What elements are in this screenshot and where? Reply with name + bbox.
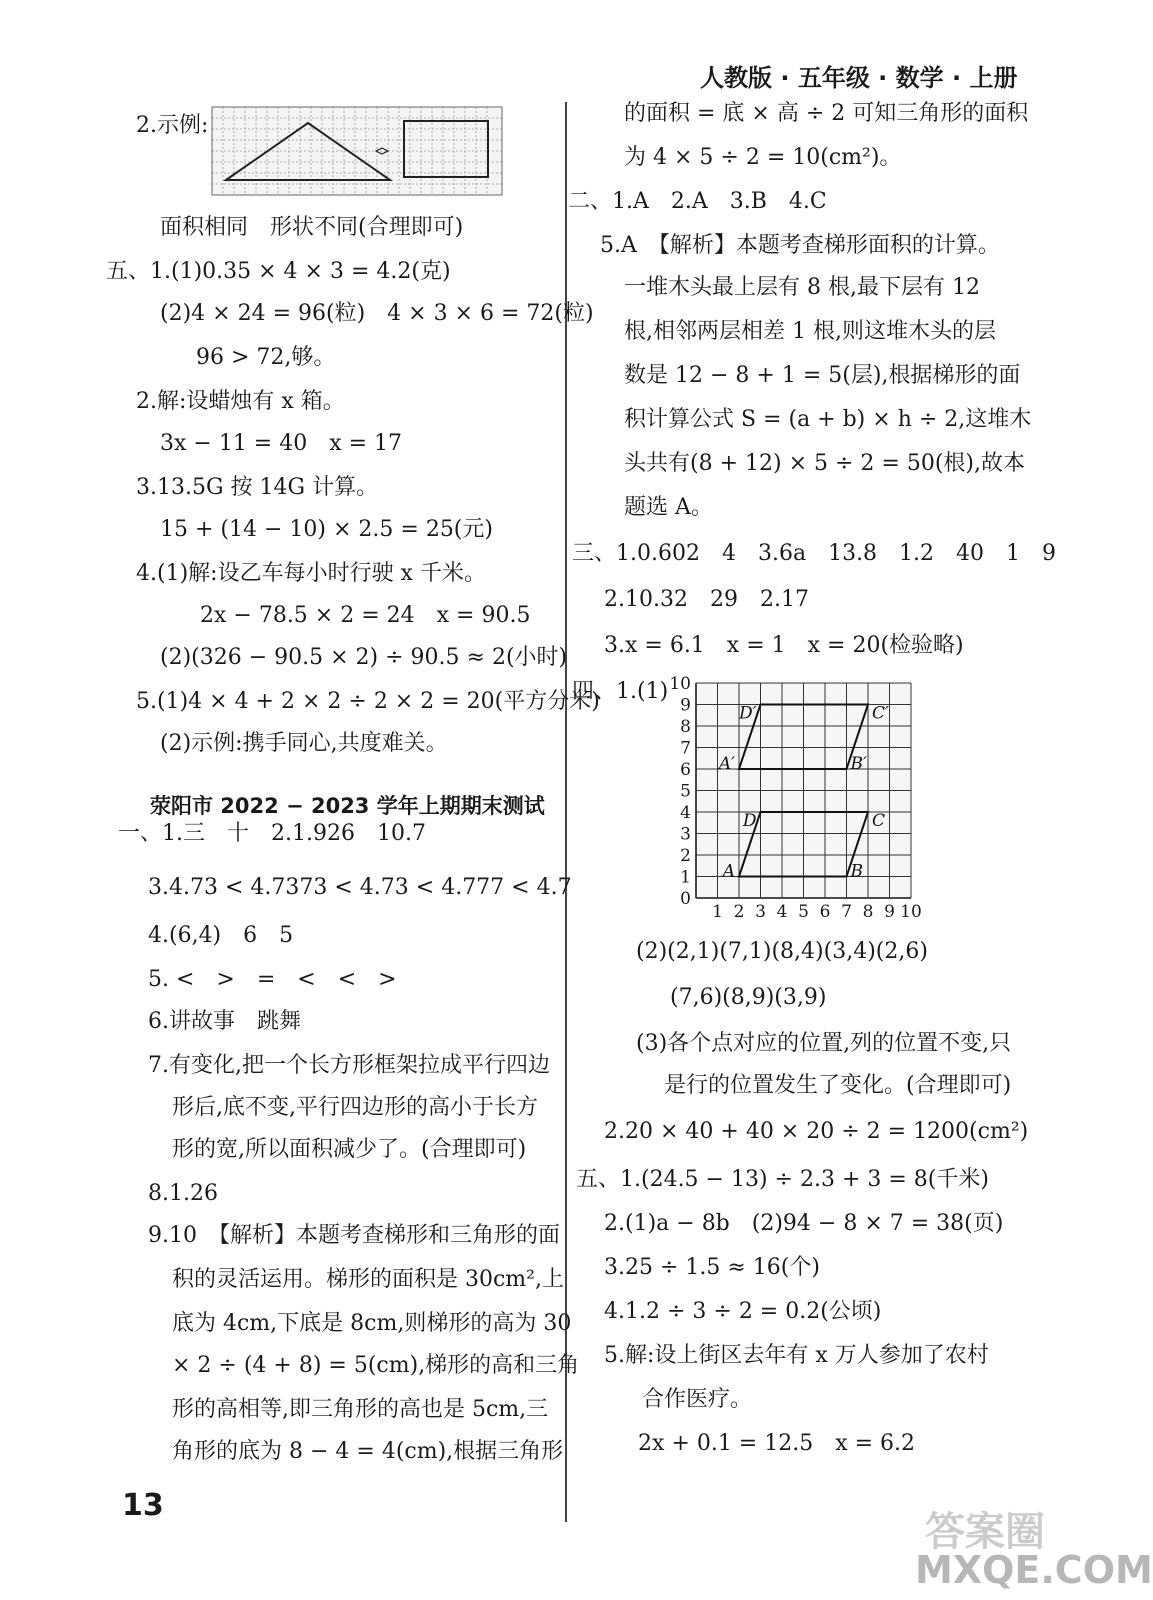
- y-tick-label: 5: [680, 781, 691, 802]
- answer-line: 形后,底不变,平行四边形的高小于长方: [172, 1095, 538, 1120]
- answer-line: (7,6)(8,9)(3,9): [670, 985, 827, 1010]
- x-tick-label: 6: [819, 902, 831, 922]
- y-tick-label: 2: [680, 846, 691, 866]
- answer-line: 2.解:设蜡烛有 x 箱。: [136, 389, 345, 414]
- answer-line: 角形的底为 8 − 4 = 4(cm),根据三角形: [172, 1439, 564, 1464]
- answer-line: 四、1.(1): [572, 679, 669, 704]
- x-tick-label: 5: [798, 902, 809, 922]
- x-tick-label: 9: [884, 902, 895, 922]
- watermark-text: MXQE.COM: [915, 1548, 1153, 1592]
- answer-line: 5. < > = < < >: [148, 967, 397, 992]
- y-tick-label: 9: [680, 695, 691, 716]
- x-tick-label: 4: [776, 902, 788, 922]
- y-tick-label: 6: [680, 760, 691, 780]
- y-tick-label: 3: [680, 824, 691, 845]
- x-tick-label: 8: [862, 902, 874, 922]
- answer-line: (2)示例:携手同心,共度难关。: [160, 731, 448, 756]
- answer-line: 头共有(8 + 12) × 5 ÷ 2 = 50(根),故本: [624, 451, 1025, 476]
- answer-line: 二、1.A 2.A 3.B 4.C: [568, 189, 827, 214]
- answer-line: 2.(1)a − 8b (2)94 − 8 × 7 = 38(页): [604, 1211, 1004, 1236]
- answer-line: 2.20 × 40 + 40 × 20 ÷ 2 = 1200(cm²): [604, 1119, 1029, 1144]
- answer-line: 4.(6,4) 6 5: [148, 923, 294, 948]
- answer-line: 3.4.73 < 4.7373 < 4.73 < 4.777 < 4.7: [148, 875, 572, 900]
- point-label-moved: B′: [850, 754, 867, 774]
- point-label-moved: A′: [718, 754, 735, 774]
- answer-line: 6.讲故事 跳舞: [148, 1009, 301, 1034]
- answer-line: 2.10.32 29 2.17: [604, 587, 809, 612]
- watermark-logo: 答案圈: [925, 1508, 1045, 1555]
- answer-line: (2)4 × 24 = 96(粒) 4 × 3 × 6 = 72(粒): [160, 301, 594, 326]
- x-tick-label: 3: [755, 902, 766, 922]
- point-label: A: [722, 861, 735, 882]
- x-tick-label: 1: [712, 902, 723, 922]
- page-number: 13: [122, 1488, 164, 1523]
- answer-line: 3.13.5G 按 14G 计算。: [136, 475, 379, 500]
- y-tick-label: 4: [680, 803, 691, 823]
- answer-line: 积计算公式 S = (a + b) × h ÷ 2,这堆木: [624, 407, 1032, 432]
- answer-line: 题选 A。: [624, 495, 713, 520]
- answer-line: 一堆木头最上层有 8 根,最下层有 12: [624, 275, 980, 300]
- y-tick-label: 8: [680, 717, 691, 737]
- answer-line: 底为 4cm,下底是 8cm,则梯形的高为 30: [172, 1311, 572, 1336]
- x-tick-label: 2: [733, 902, 745, 922]
- point-label-moved: C′: [872, 703, 889, 724]
- answer-line: 4.(1)解:设乙车每小时行驶 x 千米。: [136, 561, 486, 586]
- answer-line: 2.示例:: [136, 113, 209, 138]
- answer-line: (2)(2,1)(7,1)(8,4)(3,4)(2,6): [636, 939, 928, 964]
- answer-line: 5.解:设上街区去年有 x 万人参加了农村: [604, 1343, 989, 1368]
- answer-line: 合作医疗。: [642, 1387, 753, 1412]
- answer-line: 9.10 【解析】本题考查梯形和三角形的面: [148, 1223, 560, 1248]
- answer-line: 5.(1)4 × 4 + 2 × 2 ÷ 2 × 2 = 20(平方分米): [136, 689, 600, 714]
- answer-line: 3.25 ÷ 1.5 ≈ 16(个): [604, 1255, 820, 1280]
- answer-line: 形的高相等,即三角形的高也是 5cm,三: [172, 1397, 549, 1422]
- answer-line: × 2 ÷ (4 + 8) = 5(cm),梯形的高和三角: [172, 1353, 580, 1378]
- answer-line: 根,相邻两层相差 1 根,则这堆木头的层: [624, 319, 996, 344]
- answer-line: 7.有变化,把一个长方形框架拉成平行四边: [148, 1053, 550, 1078]
- answer-line: 面积相同 形状不同(合理即可): [160, 215, 464, 240]
- answer-line: 数是 12 − 8 + 1 = 5(层),根据梯形的面: [624, 363, 1021, 388]
- point-label: C: [872, 811, 886, 831]
- answer-line: (3)各个点对应的位置,列的位置不变,只: [636, 1031, 1012, 1056]
- answer-line: 3.x = 6.1 x = 1 x = 20(检验略): [604, 633, 964, 658]
- section-title: 荥阳市 2022 − 2023 学年上期期末测试: [150, 794, 545, 818]
- y-tick-label: 7: [680, 738, 691, 759]
- y-tick-label: 1: [680, 867, 691, 888]
- answer-line: 15 + (14 − 10) × 2.5 = 25(元): [160, 517, 493, 542]
- y-tick-label: 10: [669, 674, 691, 694]
- coordinate-grid: [660, 672, 940, 922]
- answer-line: 五、1.(24.5 − 13) ÷ 2.3 + 3 = 8(千米): [576, 1167, 989, 1192]
- answer-line: 积的灵活运用。梯形的面积是 30cm²,上: [172, 1267, 564, 1292]
- answer-line: 三、1.0.602 4 3.6a 13.8 1.2 40 1 9: [572, 541, 1057, 566]
- answer-line: 一、1.三 十 2.1.926 10.7: [118, 821, 426, 846]
- answer-line: 4.1.2 ÷ 3 ÷ 2 = 0.2(公顷): [604, 1299, 882, 1324]
- point-label: D: [742, 811, 757, 831]
- answer-line: 3x − 11 = 40 x = 17: [160, 431, 403, 456]
- answer-line: 96 > 72,够。: [196, 345, 336, 370]
- point-label-moved: D′: [739, 703, 757, 724]
- answer-line: 8.1.26: [148, 1181, 218, 1206]
- y-tick-label: 0: [680, 889, 691, 909]
- point-label: B: [850, 861, 863, 882]
- x-tick-label: 10: [900, 902, 922, 922]
- answer-line: 5.A 【解析】本题考查梯形面积的计算。: [600, 233, 1000, 258]
- answer-line: 形的宽,所以面积减少了。(合理即可): [172, 1137, 527, 1162]
- example-figure: [212, 107, 502, 195]
- answer-line: 五、1.(1)0.35 × 4 × 3 = 4.2(克): [106, 259, 451, 284]
- answer-line: 的面积 = 底 × 高 ÷ 2 可知三角形的面积: [624, 101, 1029, 126]
- answer-line: 2x + 0.1 = 12.5 x = 6.2: [638, 1431, 916, 1456]
- answer-line: (2)(326 − 90.5 × 2) ÷ 90.5 ≈ 2(小时): [160, 645, 568, 670]
- page-header: 人教版 · 五年级 · 数学 · 上册: [700, 64, 1018, 92]
- answer-line: 2x − 78.5 × 2 = 24 x = 90.5: [200, 603, 531, 628]
- x-tick-label: 7: [841, 902, 852, 922]
- answer-line: 是行的位置发生了变化。(合理即可): [664, 1073, 1012, 1098]
- answer-line: 为 4 × 5 ÷ 2 = 10(cm²)。: [624, 145, 902, 170]
